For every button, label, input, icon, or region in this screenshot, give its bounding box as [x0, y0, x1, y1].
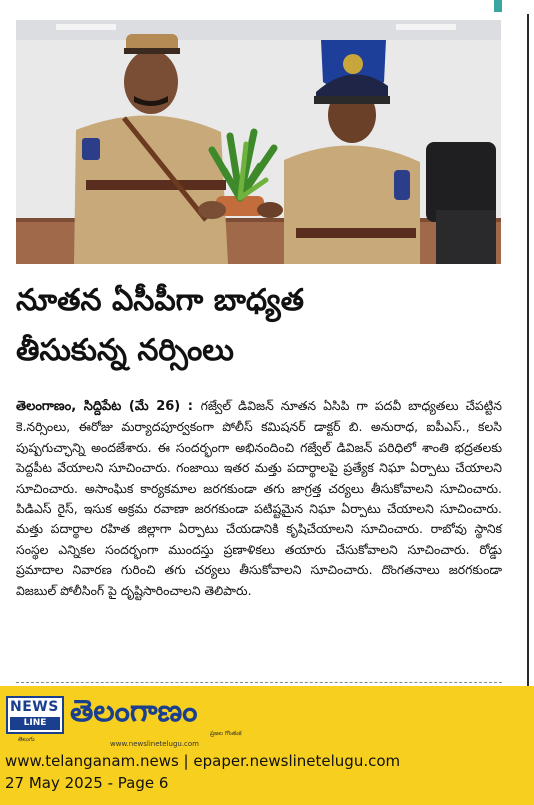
brand-tagline: ప్రజల గొంతుక: [210, 730, 242, 737]
top-accent-mark: [494, 0, 502, 12]
photo-illustration: [16, 20, 501, 264]
top-strip: [0, 0, 534, 14]
article-text: గజ్వేల్ డివిజన్ నూతన ఏసిపి గా పదవీ బాధ్యతలు చేపట్టిన కె.నర్సింలు, ఈరోజు మర్యాదపూర్వకంగా పోలీస్ కమిషనర్ డాక్టర్ బి. అనురాధ, ఐపీఎస్., కలసి పుష్పగుచ్ఛాన్ని అందజేశారు. ఈ సందర్భంగా అభినందించి గజ్వేల్ డివిజన్ పరిధిలో శాంతి భద్రతలకు పెద్దపీట వేయాలని సూచించారు. గంజాయి ఇతర మత్తు పదార్థాలపై ప్రత్యేక నిఘా ఏర్పాటు చేయాలని సూచించారు. అసాంఘిక కార్యకమాల జరగకుండా తగు జాగ్రత్త చర్యలు తీసుకోవాలని సూచించారు. పిడిఎస్ రైస్, ఇసుక అక్రమ రవాణా జరగకుండా పటిష్టమైన నిఘా ఏర్పాటు చేయాలని సూచించారు. మత్తు పదార్థాల రహిత జిల్లాగా ఏర్పాటు చేయడానికి కృషిచేయాలని సూచించారు. రాబోవు స్థానిక సంస్థల ఎన్నికల సందర్భంగా ముందస్తు ప్రణాళికలు తయారు చేసుకోవాలని సూచించారు. రోడ్డు ప్రమాదాల నివారణ గురించి తగు చర్యలు తీసుకోవాలని సూచించారు. దొంగతనాలు జరగకుండా విజబుల్ పోలీసింగ్ పై దృష్టిసారించాలని తెలిపారు.: [16, 398, 502, 598]
footer-band: [0, 686, 534, 805]
article-dateline: తెలంగాణం, సిద్దిపేట (మే 26) :: [16, 399, 201, 414]
headline: [16, 276, 516, 376]
logo-news-text: NEWS: [10, 699, 59, 715]
footer-urls: www.telanganam.news | epaper.newslinetelugu.com: [5, 752, 401, 770]
headline-line-2: తీసుకున్న నర్సింలు: [16, 333, 234, 368]
headline-line-1: నూతన ఏసీపీగా బాధ్యత: [16, 283, 304, 318]
column-rule: [527, 14, 529, 686]
article-body: [16, 396, 502, 601]
footer-date-page: 27 May 2025 - Page 6: [5, 774, 169, 792]
footer-site-small: www.newslinetelugu.com: [110, 740, 199, 748]
footer-divider: [16, 682, 502, 683]
news-photo: [16, 20, 501, 264]
newsline-logo: [6, 696, 64, 734]
telanganam-brand: తెలంగాణం: [70, 694, 198, 729]
logo-line-text: LINE: [10, 717, 60, 730]
logo-subtitle: తెలుగు: [18, 736, 35, 743]
